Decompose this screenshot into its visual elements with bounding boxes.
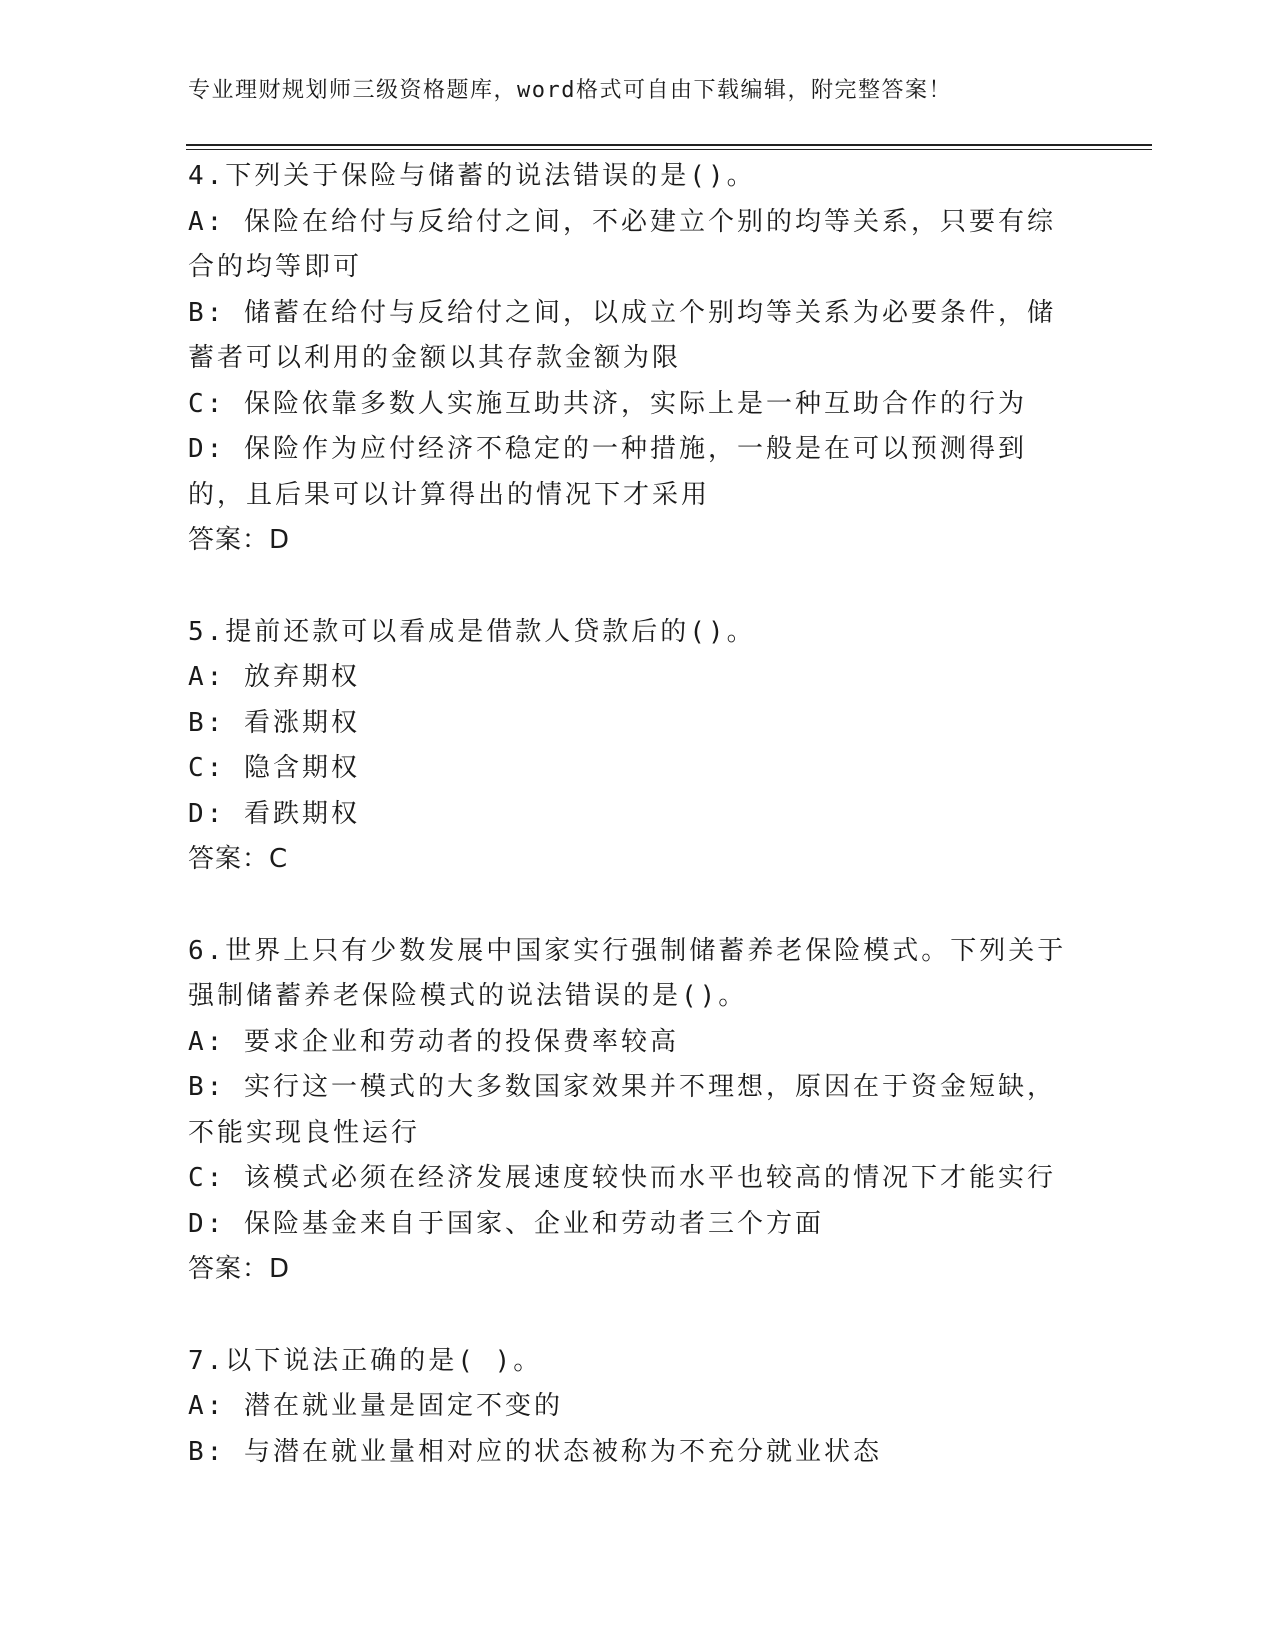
- option-d: D: 看跌期权: [188, 798, 360, 829]
- question-list: [188, 154, 1078, 1475]
- question-stem: 7.以下说法正确的是( )。: [188, 1345, 543, 1376]
- page-header: 专业理财规划师三级资格题库，word格式可自由下载编辑，附完整答案！: [188, 78, 952, 103]
- option-b: B: 看涨期权: [188, 707, 360, 738]
- header-rule: [186, 144, 1152, 146]
- question-stem: 5.提前还款可以看成是借款人贷款后的()。: [188, 616, 756, 647]
- option-c: C: 该模式必须在经济发展速度较快而水平也较高的情况下才能实行: [188, 1163, 1056, 1193]
- option-a: A: 保险在给付与反给付之间，不必建立个别的均等关系，只要有综合的均等即可: [188, 206, 1056, 282]
- answer-line: 答案：D: [188, 525, 291, 555]
- option-b: B: 实行这一模式的大多数国家效果并不理想，原因在于资金短缺，不能实现良性运行: [188, 1072, 1056, 1148]
- option-b: B: 储蓄在给付与反给付之间，以成立个别均等关系为必要条件，储蓄者可以利用的金额以其存款金额为限: [188, 297, 1056, 373]
- question-5: [188, 610, 1078, 883]
- option-c: C: 隐含期权: [188, 753, 360, 783]
- option-d: D: 保险作为应付经济不稳定的一种措施，一般是在可以预测得到的，且后果可以计算得出的情况下才采用: [188, 434, 1027, 510]
- answer-line: 答案：C: [188, 844, 289, 874]
- option-a: A: 潜在就业量是固定不变的: [188, 1391, 563, 1421]
- question-7: [188, 1339, 1078, 1476]
- question-stem: 6.世界上只有少数发展中国家实行强制储蓄养老保险模式。下列关于强制储蓄养老保险模式的说法错误的是()。: [188, 935, 1067, 1011]
- answer-line: 答案：D: [188, 1254, 291, 1284]
- header-rule-thin: [186, 149, 1152, 150]
- question-6: [188, 929, 1078, 1293]
- option-b: B: 与潜在就业量相对应的状态被称为不充分就业状态: [188, 1436, 882, 1467]
- question-stem: 4.下列关于保险与储蓄的说法错误的是()。: [188, 161, 756, 191]
- option-d: D: 保险基金来自于国家、企业和劳动者三个方面: [188, 1208, 824, 1239]
- option-a: A: 放弃期权: [188, 662, 360, 692]
- option-c: C: 保险依靠多数人实施互助共济，实际上是一种互助合作的行为: [188, 388, 1027, 419]
- question-4: [188, 154, 1078, 564]
- option-a: A: 要求企业和劳动者的投保费率较高: [188, 1026, 679, 1057]
